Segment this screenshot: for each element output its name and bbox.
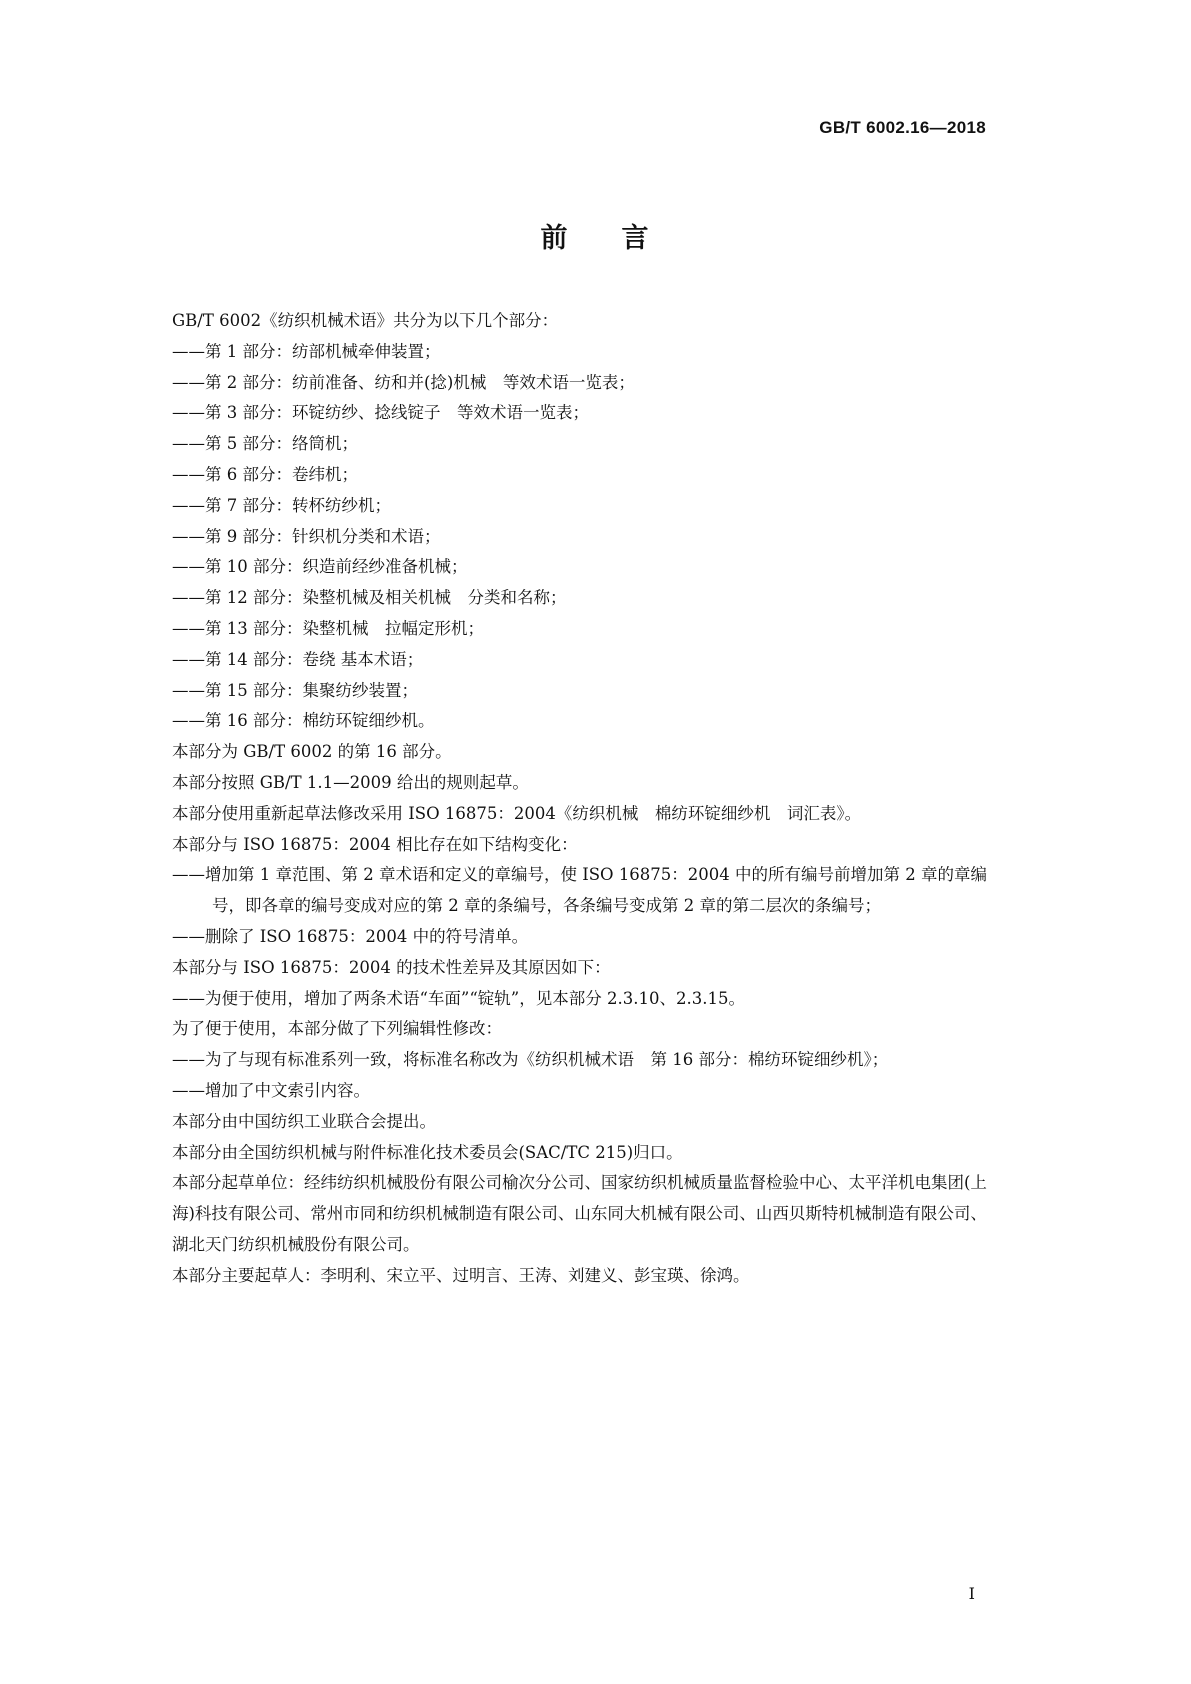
part-item: ——第 1 部分：纺部机械牵伸装置； xyxy=(172,341,441,361)
proposed-by-paragraph: 本部分由中国纺织工业联合会提出。 xyxy=(172,1111,436,1131)
part-item: ——第 9 部分：针织机分类和术语； xyxy=(172,526,441,546)
part-item: ——第 7 部分：转杯纺纱机； xyxy=(172,495,391,515)
structure-changes-intro: 本部分与 ISO 16875：2004 相比存在如下结构变化： xyxy=(172,834,578,854)
editorial-change-item: ——为了与现有标准系列一致，将标准名称改为《纺织机械术语 第 16 部分：棉纺环锭细纱机》； xyxy=(172,1050,889,1070)
standard-number: GB/T 6002.16—2018 xyxy=(819,118,986,137)
structure-change-item: ——增加第 1 章范围、第 2 章术语和定义的章编号，使 ISO 16875：2004 中的所有编号前增加第 2 章的章编号，即各章的编号变成对应的第 2 章的条编号，各条编号变成第 2 章的第二层次的条编号； xyxy=(172,865,988,916)
intro-paragraph: GB/T 6002《纺织机械术语》共分为以下几个部分： xyxy=(172,311,559,330)
editorial-change-item: ——增加了中文索引内容。 xyxy=(172,1080,370,1100)
drafters-paragraph: 本部分主要起草人：李明利、宋立平、过明言、王涛、刘建义、彭宝瑛、徐鸿。 xyxy=(172,1265,750,1285)
part-item: ——第 10 部分：织造前经纱准备机械； xyxy=(172,557,468,577)
page-title xyxy=(0,216,1191,255)
drafting-units-paragraph: 本部分起草单位：经纬纺织机械股份有限公司榆次分公司、国家纺织机械质量监督检验中心、太平洋机电集团(上海)科技有限公司、常州市同和纺织机械制造有限公司、山东同大机械有限公司、山西贝斯特机械制造有限公司、湖北天门纺织机械股份有限公司。 xyxy=(172,1173,987,1254)
part-item: ——第 13 部分：染整机械 拉幅定形机； xyxy=(172,618,484,638)
centralized-by-paragraph: 本部分由全国纺织机械与附件标准化技术委员会(SAC/TC 215)归口。 xyxy=(172,1142,683,1162)
part-item: ——第 3 部分：环锭纺纱、捻线锭子 等效术语一览表； xyxy=(172,403,589,423)
technical-difference-item: ——为便于使用，增加了两条术语“车面”“锭轨”，见本部分 2.3.10、2.3.15。 xyxy=(172,988,745,1008)
adoption-paragraph: 本部分使用重新起草法修改采用 ISO 16875：2004《纺织机械 棉纺环锭细纱机 词汇表》。 xyxy=(172,803,862,823)
part-item: ——第 15 部分：集聚纺纱装置； xyxy=(172,680,418,700)
this-part-paragraph: 本部分为 GB/T 6002 的第 16 部分。 xyxy=(172,742,452,762)
title-char-1: 前 xyxy=(540,223,570,254)
title-char-2: 言 xyxy=(621,223,651,254)
technical-differences-intro: 本部分与 ISO 16875：2004 的技术性差异及其原因如下： xyxy=(172,957,611,977)
part-item: ——第 2 部分：纺前准备、纺和并(捻)机械 等效术语一览表； xyxy=(172,372,635,392)
structure-change-item: ——删除了 ISO 16875：2004 中的符号清单。 xyxy=(172,926,529,946)
part-item: ——第 14 部分：卷绕 基本术语； xyxy=(172,649,424,669)
editorial-changes-intro: 为了便于使用，本部分做了下列编辑性修改： xyxy=(172,1019,502,1039)
drafting-rules-paragraph: 本部分按照 GB/T 1.1—2009 给出的规则起草。 xyxy=(172,772,529,792)
part-item: ——第 6 部分：卷纬机； xyxy=(172,464,358,484)
part-item: ——第 12 部分：染整机械及相关机械 分类和名称； xyxy=(172,588,567,608)
part-item: ——第 5 部分：络筒机； xyxy=(172,434,358,454)
part-item: ——第 16 部分：棉纺环锭细纱机。 xyxy=(172,711,435,731)
foreword-body xyxy=(172,306,992,1292)
page-number: I xyxy=(968,1584,975,1603)
